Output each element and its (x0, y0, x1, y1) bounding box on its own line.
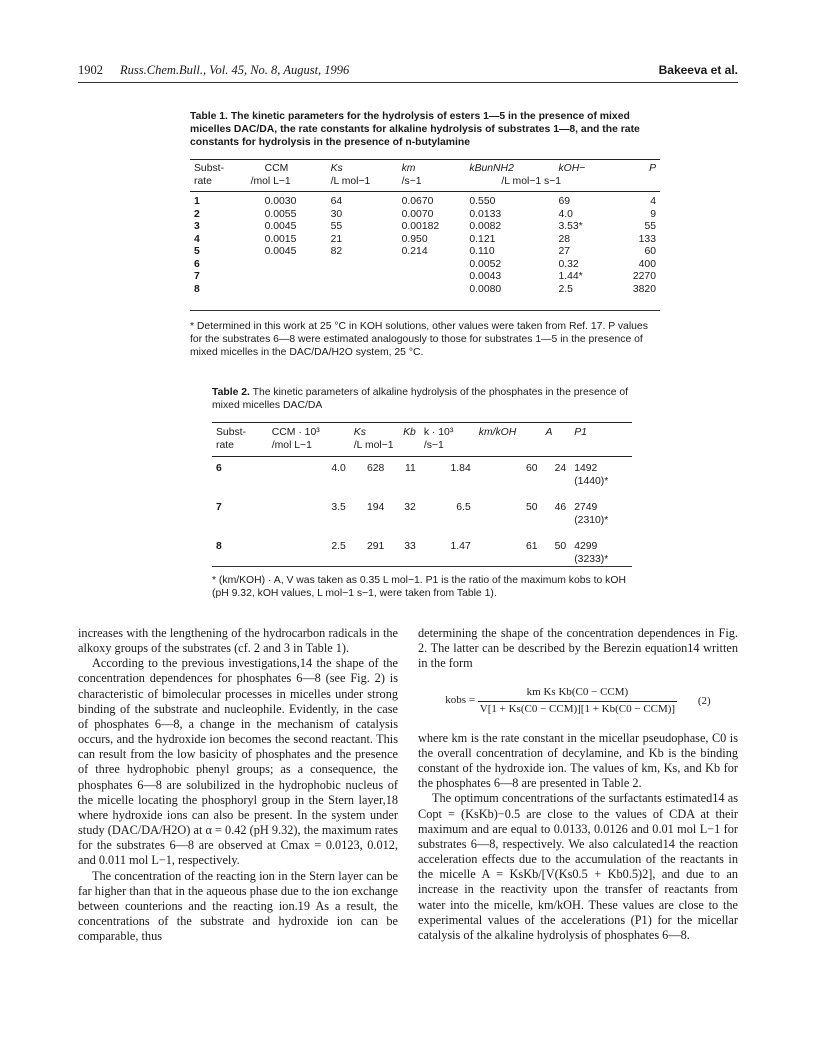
table2-empty-cell (475, 440, 632, 457)
right-column (418, 626, 738, 943)
table2-p1-estimate: (3233)* (574, 553, 609, 565)
table2-header-cell: Kb (403, 427, 416, 438)
table2-subheader-cell: rate (216, 439, 234, 451)
left-paragraph: According to the previous investigations,14 the shape of the concentration dependences for phosphates 6—8 (see Fig. 2) is characteristic of bimolecular processes in micelles under strong binding of the substrate and nucleophile. Evidently, in the case of phosphates 6—8, a change in the mechanism of catalysis occurs, and the hydroxide ion becomes the second reactant. This can result from the low basicity of phosphates and the presence of three hydrophobic phenyl groups; as a consequence, the phosphates 6—8 are solubilized in the hydrophobic nucleus of the micelle locating the phosphoryl group in the Stern layer,18 where hydroxide ions can also be present. In the system under study (DAC/DA/H2O) at α = 0.42 (pH 9.32), the maximum rates for the substrates 6—8 are observed at Cmax = 0.0123, 0.012, and 0.011 mol L−1, respectively. (78, 656, 398, 868)
table1-caption (190, 110, 660, 149)
table1-cell: 55 (644, 221, 656, 232)
table1-cell: 0.110 (469, 246, 495, 257)
table2-header-cell: km/kOH (478, 427, 517, 438)
table2-cell: 1.47 (450, 541, 471, 552)
table1-subheader-row (190, 176, 660, 192)
table2-cell: 50 (554, 541, 567, 552)
table1-cell: 0.0030 (264, 196, 297, 207)
table2-cell: 8 (216, 541, 222, 552)
table2-header-cell: A (545, 427, 553, 438)
table1-cell (398, 271, 466, 284)
table1-cell: 0.950 (401, 233, 428, 245)
right-paragraph: determining the shape of the concentration dependences in Fig. 2. The latter can be described by the Berezin equation14 written in the form (418, 626, 738, 671)
table2-cell: 291 (366, 541, 385, 552)
table2-cell: 7 (216, 502, 222, 513)
table1-row (190, 259, 660, 272)
table1-cell: 7 (194, 271, 200, 282)
table1-cell: 2270 (632, 271, 656, 282)
table1-cell: 9 (650, 208, 656, 220)
table1-cell: 1.44* (558, 271, 583, 282)
running-header (78, 63, 738, 81)
table1-header-row (190, 160, 660, 176)
table2-cell: 33 (404, 541, 416, 552)
table1-cell: 400 (638, 258, 656, 270)
author-names: Bakeeva et al. (658, 63, 738, 77)
header-rule (78, 82, 738, 83)
table2-subheader-cell: /s−1 (423, 439, 444, 451)
table2-cell: 2.5 (331, 541, 346, 552)
table2-cell: 24 (554, 463, 567, 474)
table1-bottom-rule (190, 310, 660, 311)
table1-header-cell: Subst- (194, 163, 225, 174)
table1-row (190, 271, 660, 284)
left-paragraph: increases with the lengthening of the hydrocarbon radicals in the alkoxy groups of the substrates (cf. 2 and 3 in Table 1). (78, 626, 398, 656)
table1-cell: 0.121 (469, 233, 496, 245)
table1-header-cell: kBunNH2 (469, 163, 514, 174)
left-paragraph: The concentration of the reacting ion in the Stern layer can be far higher than that in the aqueous phase due to the ion exchange between counterions and the reacting ion.19 As a result, the concentrations of the substrate and hydroxide ion can be comparable, thus (78, 868, 398, 944)
table1-cell (327, 259, 398, 272)
table2-header-row (212, 423, 632, 440)
table1-cell: 2 (194, 208, 200, 220)
table1-cell (327, 284, 398, 297)
table1-cell: 28 (558, 233, 571, 245)
equation-label: (2) (697, 694, 711, 707)
table1-row (190, 196, 660, 209)
table2-subheader-row (212, 440, 632, 457)
table2-cell: 60 (525, 463, 538, 474)
table1-cell: 0.0082 (469, 221, 502, 232)
table2-p1-value: 2749 (574, 502, 598, 513)
table1-cell: 60 (644, 246, 656, 257)
table2-caption-text: The kinetic parameters of alkaline hydrolysis of the phosphates in the presence of mixed micelles DAC/DA (212, 387, 629, 411)
page-number: 1902 (78, 63, 103, 77)
table2-cell: 3.5 (331, 502, 346, 513)
table1-cell: 69 (558, 196, 571, 207)
equation-lhs: kobs = (445, 694, 476, 707)
table2-footnote: * (km/KOH) · A, V was taken as 0.35 L mol−1. P1 is the ratio of the maximum kobs to kOH (pH 9.32, kOH values, L mol−1 s−1, were taken from Table 1). (212, 575, 626, 599)
table1-cell (327, 271, 398, 284)
table1-row (190, 234, 660, 247)
table1-cell: 4 (194, 233, 200, 245)
table1-cell: 0.00182 (401, 221, 440, 232)
table2-cell: 1.84 (450, 463, 471, 474)
equation-numerator: km Ks Kb(C0 − CCM) (478, 685, 677, 701)
table1-cell: 4 (650, 196, 656, 207)
berezin-equation (418, 685, 738, 716)
journal-citation: Russ.Chem.Bull., Vol. 45, No. 8, August, 1996 (120, 63, 350, 77)
table1-cell: 0.0015 (264, 233, 297, 245)
left-column (78, 626, 398, 944)
table1-caption-label: Table 1. (190, 111, 228, 122)
table2-cell: 46 (554, 502, 567, 513)
table1-cell: 30 (330, 208, 343, 220)
table1-footnote: * Determined in this work at 25 °C in KOH solutions, other values were taken from Ref. 17. P values for the substrates 6—8 were estimated analogously to those for substrates 1—5 in the presence of mixed micelles in the DAC/DA/H2O system, 25 °C. (190, 321, 648, 358)
table1-cell: 0.550 (469, 196, 496, 207)
table1-cell: 6 (194, 258, 200, 270)
table2-caption-label: Table 2. (212, 387, 250, 398)
table2-row (212, 502, 632, 541)
table1-cell (247, 271, 327, 284)
table2-cell: 32 (404, 502, 416, 513)
table1-subheader-cell: /mol L−1 (250, 175, 291, 187)
table1-cell: 0.0080 (469, 283, 502, 295)
table1-cell: 2.5 (558, 283, 573, 295)
table1-subheader-cell: /s−1 (401, 175, 422, 187)
table2-cell (570, 463, 632, 502)
table1-cell: 55 (330, 221, 343, 232)
table2-p1-estimate: (2310)* (574, 514, 609, 526)
table1-cell: 0.0045 (264, 246, 297, 257)
table1-cell: 3.53* (558, 221, 583, 232)
table1 (190, 159, 660, 296)
table1-cell: 1 (194, 196, 200, 207)
table1-caption-text: The kinetic parameters for the hydrolysis of esters 1—5 in the presence of mixed micelles DAC/DA, the rate constants for alkaline hydrolysis of substrates 1—8, and the rate constants for hydrolysis in the presence of n-butylamine (190, 111, 640, 148)
table2-body (212, 463, 632, 580)
table1-cell: 27 (558, 246, 571, 257)
equation-denominator: V[1 + Ks(C0 − CCM)][1 + Kb(C0 − CCM)] (479, 702, 676, 715)
table1-cell: 82 (330, 246, 343, 257)
table1-subheader-cell: /L mol−1 s−1 (501, 175, 562, 187)
table2-cell (570, 502, 632, 541)
table1-cell: 5 (194, 246, 200, 257)
table1-row (190, 284, 660, 297)
table1-subheader-cell: rate (194, 175, 212, 187)
table1-cell (398, 259, 466, 272)
table1-header-cell: P (649, 163, 656, 174)
table1-row (190, 221, 660, 234)
table2-subheader-cell: /L mol−1 (353, 439, 394, 451)
table2-p1-value: 1492 (574, 463, 598, 474)
table2-cell: 61 (525, 541, 538, 552)
table1-cell: 64 (330, 196, 343, 207)
table1-cell: 8 (194, 283, 200, 295)
table2-header-cell: P1 (574, 427, 587, 438)
table2-cell: 6 (216, 463, 222, 474)
table2-header-cell: Ks (353, 427, 366, 438)
table2-p1-estimate: (1440)* (574, 475, 609, 487)
table1-cell: 0.0045 (264, 221, 297, 232)
table2-header-cell: k · 10³ (423, 427, 454, 438)
right-paragraph: where km is the rate constant in the micellar pseudophase, C0 is the overall concentration of decylamine, and Kb is the binding constant of the hydroxide ion. The values of km, Ks, and Kb for the phosphates 6—8 are presented in Table 2. (418, 730, 738, 791)
table1-cell: 0.214 (401, 246, 428, 257)
table1-cell: 0.0070 (401, 208, 434, 220)
table1-cell: 0.0055 (264, 208, 297, 220)
table1-cell (398, 284, 466, 297)
table1-cell: 3820 (632, 283, 656, 295)
table2-subheader-cell: /mol L−1 (271, 439, 312, 451)
table2-cell: 11 (405, 463, 416, 474)
right-paragraph: The optimum concentrations of the surfactants estimated14 as Copt = (KsKb)−0.5 are close to the values of CDA at their maximum and are equal to 0.0133, 0.0126 and 0.01 mol L−1 for substrates 6—8, respectively. We also calculated14 the reaction acceleration effects due to the accumulation of the reactants in the micelle A = KsKb/[V(Ks0.5 + Kb0.5)2], and due to an increase in the reactivity upon the transfer of reactants from water into the micelle, km/kOH. These values are close to the experimental values of the accelerations (P1) for the micellar catalysis of the alkaline hydrolysis of phosphates 6—8. (418, 791, 738, 942)
table1-cell: 0.0043 (469, 271, 502, 282)
table1-body (190, 196, 660, 296)
table2-cell: 194 (366, 502, 385, 513)
table1-cell (247, 259, 327, 272)
equation-fraction (478, 685, 677, 716)
table1-empty-cell (614, 176, 660, 192)
table1-subheader-cell: /L mol−1 (330, 175, 371, 187)
table2-cell: 628 (366, 463, 385, 474)
table2-cell: 6.5 (456, 502, 471, 513)
table1-header-cell: CCM (264, 163, 289, 174)
table1-header-cell: kOH− (558, 163, 586, 174)
table1-row (190, 209, 660, 222)
table1-header-cell: km (401, 163, 416, 174)
table1-cell (247, 284, 327, 297)
table2 (212, 422, 632, 580)
table1-cell: 0.0052 (469, 258, 502, 270)
table1-cell: 0.0670 (401, 196, 434, 207)
table1-cell: 3 (194, 221, 200, 232)
table2-cell: 50 (525, 502, 538, 513)
table2-header-cell: Subst- (216, 427, 247, 438)
table1-cell: 4.0 (558, 208, 573, 220)
table2-p1-value: 4299 (574, 541, 598, 552)
table1-header-cell: Ks (330, 163, 343, 174)
table1-cell: 133 (638, 233, 656, 245)
table1-row (190, 246, 660, 259)
table2-caption (212, 386, 632, 412)
table1-cell: 0.0133 (469, 208, 502, 220)
table2-cell: 4.0 (331, 463, 346, 474)
table1-cell: 21 (330, 233, 343, 245)
table2-bottom-rule (212, 566, 632, 567)
table1-cell: 0.32 (558, 258, 579, 270)
table2-header-cell: CCM · 10³ (271, 427, 320, 438)
table2-row (212, 463, 632, 502)
